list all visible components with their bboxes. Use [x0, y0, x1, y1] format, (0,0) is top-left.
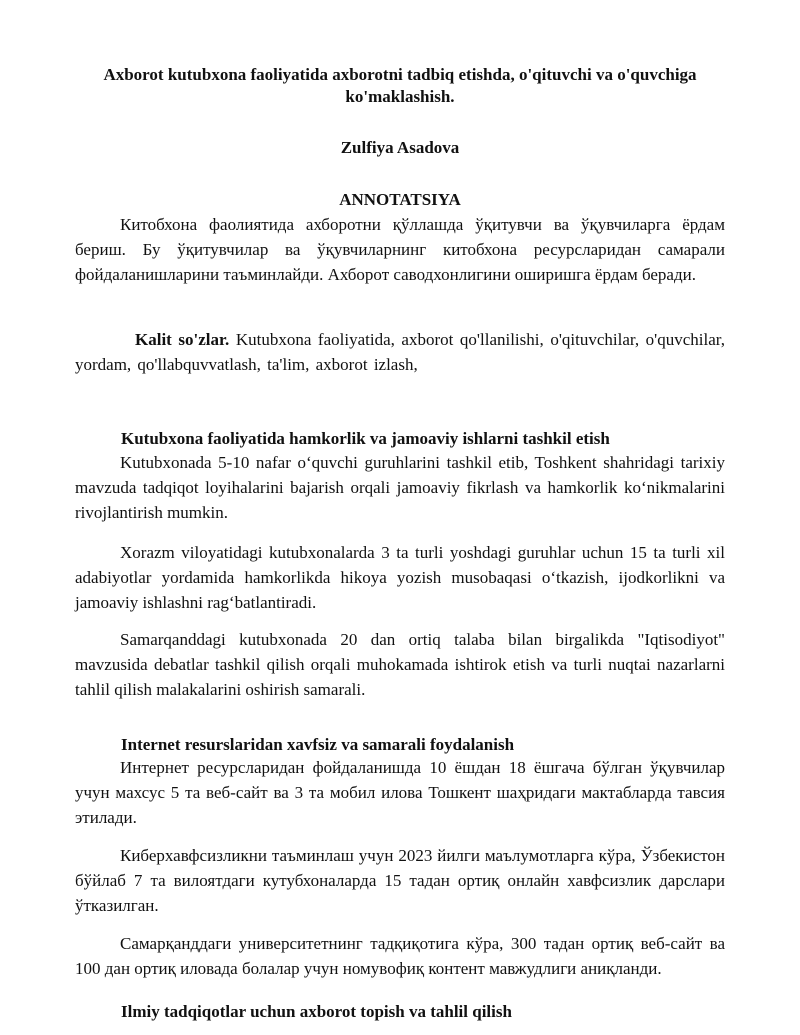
section-heading-research: Ilmiy tadqiqotlar uchun axborot topish va tahlil qilish: [121, 1002, 512, 1021]
annotation-heading: ANNOTATSIYA: [339, 190, 461, 209]
section-paragraph: Kutubxonada 5-10 nafar o‘quvchi guruhlarini tashkil etib, Toshkent shahridagi tarixiy mavzuda tadqiqot loyihalarini bajarish orqali jamoaviy fikrlash va hamkorlik ko‘nikmalarini rivojlantirish mumkin.: [75, 453, 725, 522]
section-paragraph: Самарқанддаги университетнинг тадқиқотига кўра, 300 тадан ортиқ веб-сайт ва 100 дан ортиқ иловада болалар учун номувофиқ контент мавжудлиги аниқланди.: [75, 934, 725, 978]
section-paragraph: Интернет ресурсларидан фойдаланишда 10 ёшдан 18 ёшгача бўлган ўқувчилар учун махсус 5 та веб-сайт ва 3 та мобил илова Тошкент шаҳридаги мактабларда тавсия этилади.: [75, 758, 725, 827]
keywords-label: Kalit so'zlar.: [135, 330, 230, 349]
author-name: Zulfiya Asadova: [340, 138, 460, 157]
keywords-paragraph: [75, 327, 725, 377]
section-paragraph: Киберхавфсизликни таъминлаш учун 2023 йилги маълумотларга кўра, Ўзбекистон бўйлаб 7 та вилоятдаги кутубхоналарда 15 тадан ортиқ онлайн хавфсизлик дарслари ўтказилган.: [75, 846, 725, 915]
section-heading-collaboration: Kutubxona faoliyatida hamkorlik va jamoaviy ishlarni tashkil etish: [121, 429, 610, 448]
section-paragraph: Xorazm viloyatidagi kutubxonalarda 3 ta turli yoshdagi guruhlar uchun 15 ta turli xil adabiyotlar yordamida hamkorlikda hikoya yozish musobaqasi o‘tkazish, ijodkorlikni va jamoaviy ishlashni rag‘batlantiradi.: [75, 543, 725, 612]
document-title: Axborot kutubxona faoliyatida axborotni tadbiq etishda, o'qituvchi va o'quvchiga ko'maklashish.: [103, 65, 697, 106]
keywords-text: Kutubxona faoliyatida, axborot qo'llanilishi, o'qituvchilar, o'quvchilar, yordam, qo'llabquvvatlash, ta'lim, axborot izlash,: [75, 330, 725, 374]
section-paragraph: Samarqanddagi kutubxonada 20 dan ortiq talaba bilan birgalikda "Iqtisodiyot" mavzusida debatlar tashkil qilish orqali muhokamada ishtirok etish va turli nuqtai nazarlarni tahlil qilish malakalarini oshirish samarali.: [75, 630, 725, 699]
section-heading-internet: Internet resurslaridan xavfsiz va samarali foydalanish: [121, 735, 515, 754]
annotation-text: Китобхона фаолиятида ахборотни қўллашда ўқитувчи ва ўқувчиларга ёрдам бериш. Бу ўқитувчилар ва ўқувчиларнинг китобхона ресурсларидан самарали фойдаланишларини таъминлайди. Ахборот саводхонлигини оширишга ёрдам беради.: [75, 215, 725, 284]
